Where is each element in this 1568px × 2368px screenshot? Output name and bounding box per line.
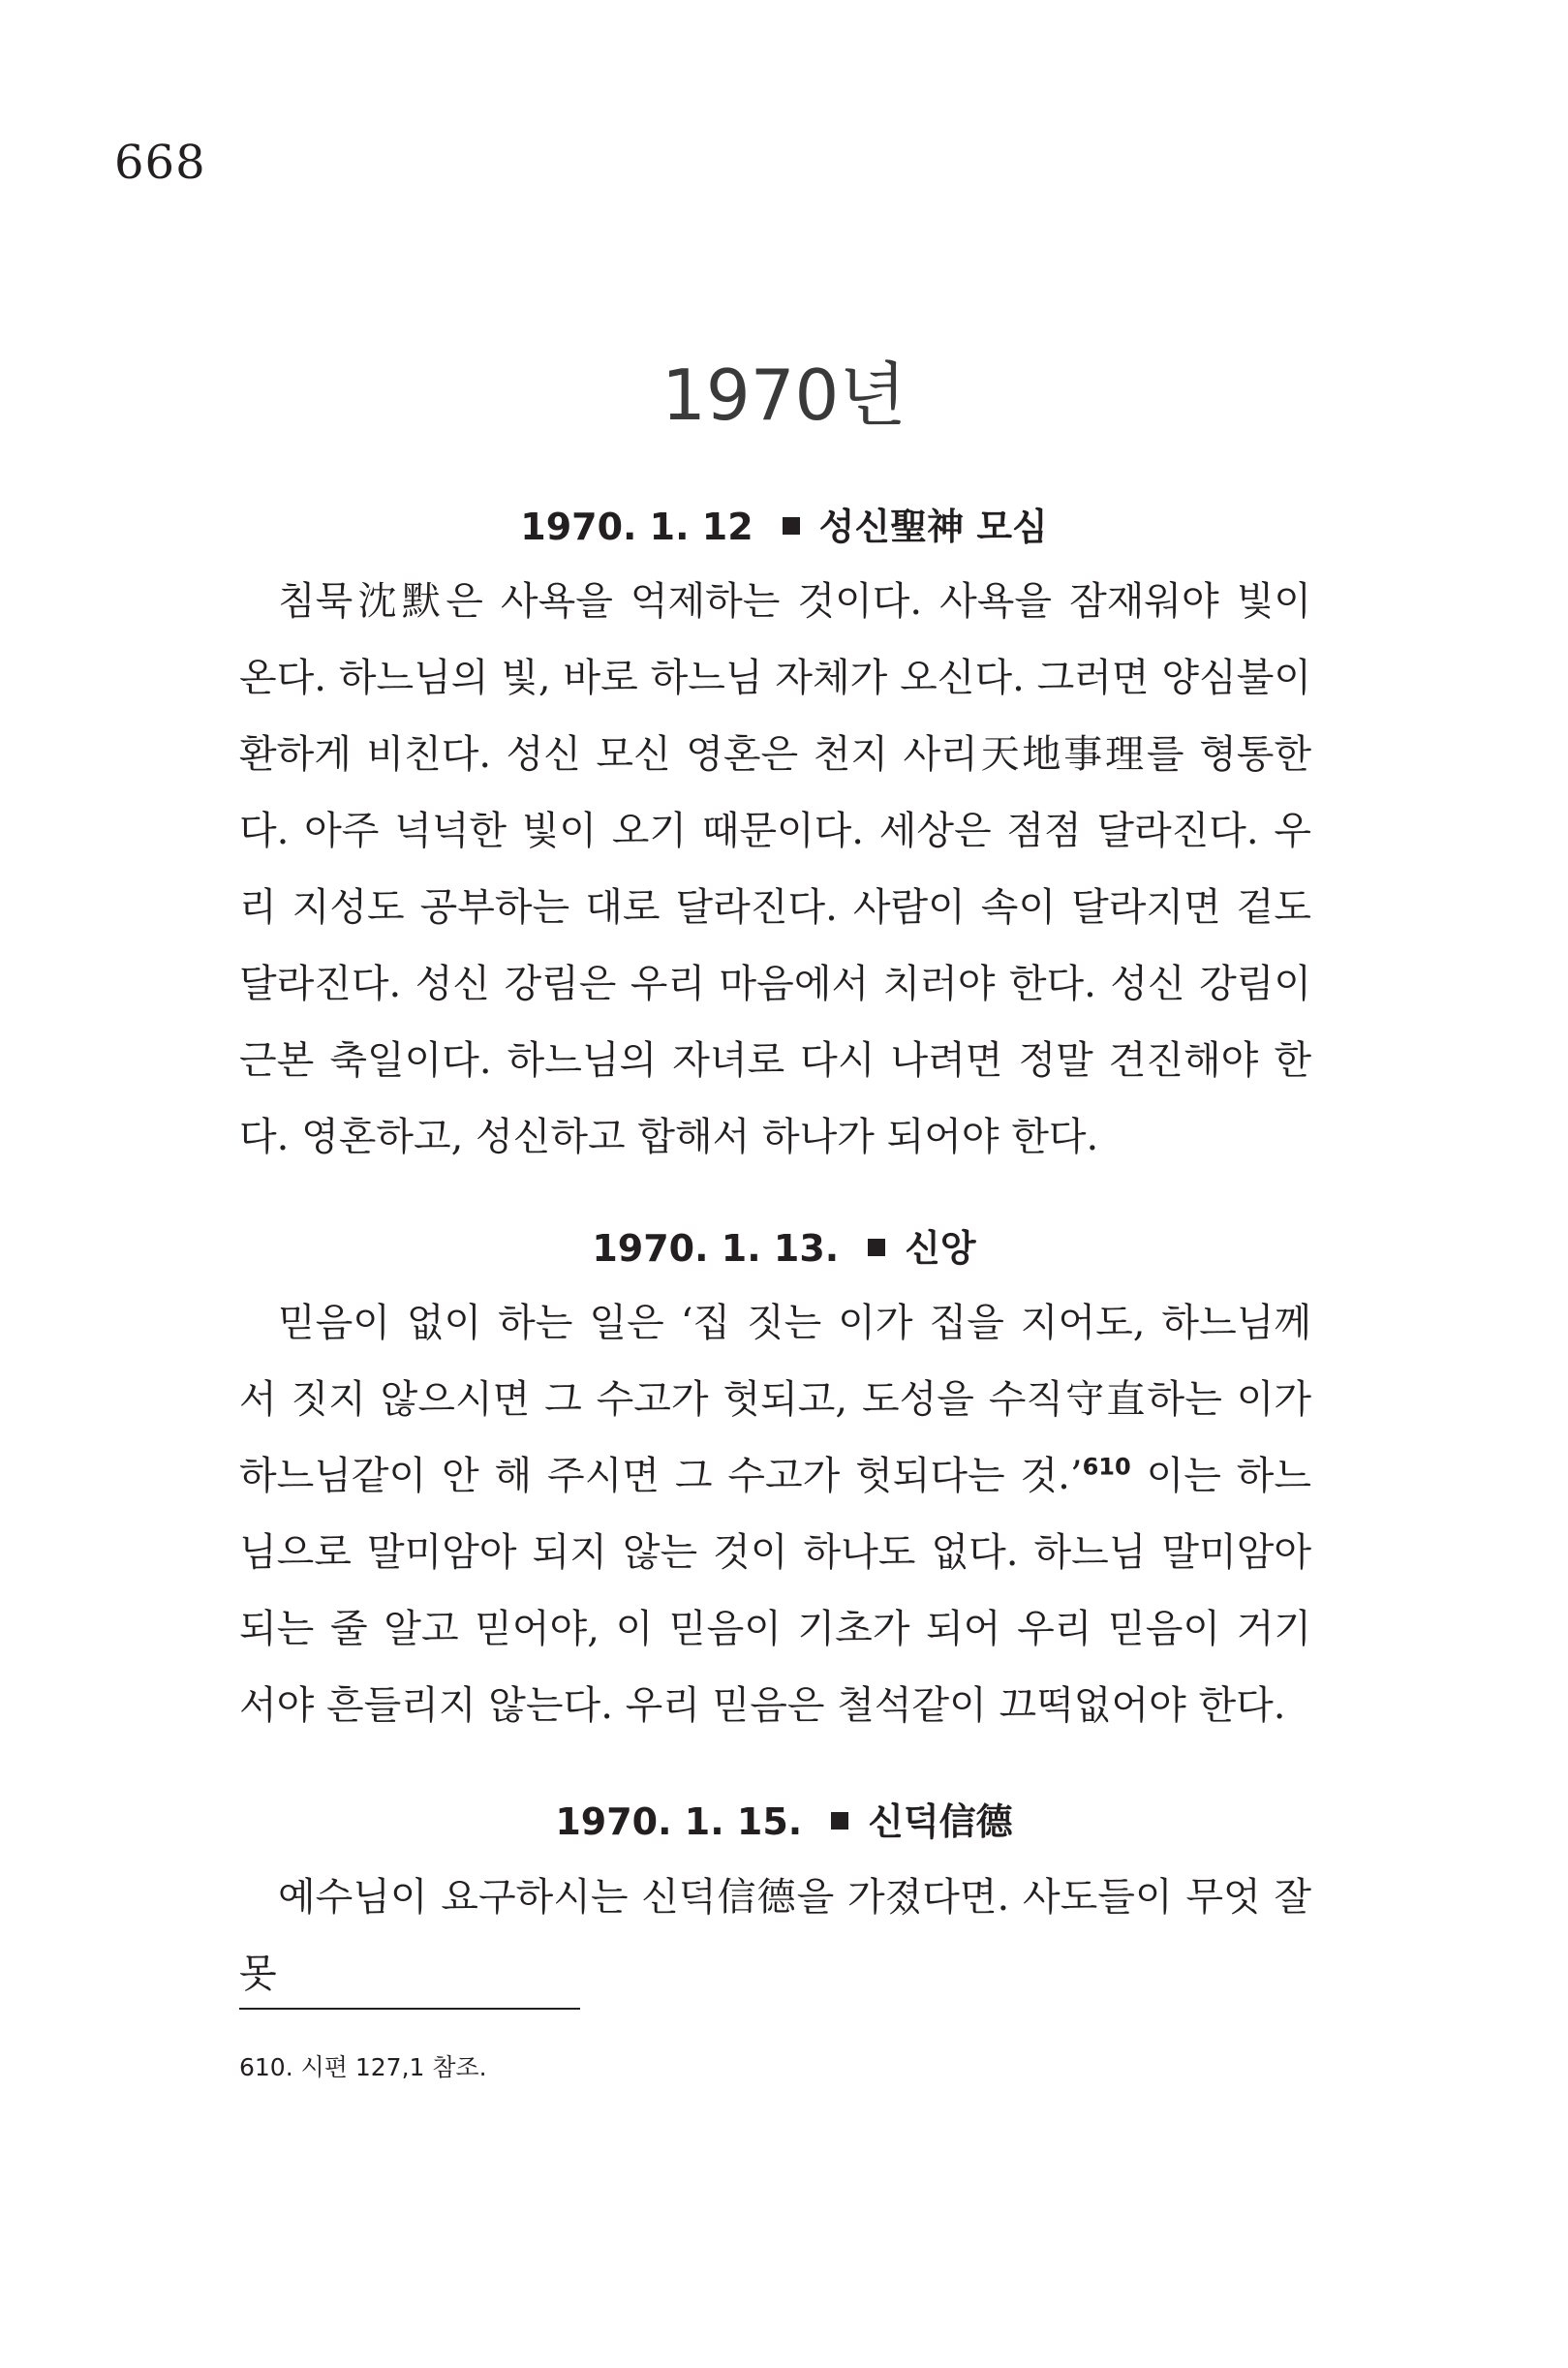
page-number: 668: [114, 136, 206, 190]
entry-heading: [0, 1792, 1568, 1845]
square-bullet-icon: [831, 1812, 848, 1830]
entry-heading: [0, 497, 1568, 550]
entry-body-text: 이는 하느님으로 말미암아 되지 않는 것이 하나도 없다. 하느님 말미암아 되는 줄 알고 믿어야, 이 믿음이 기초가 되어 우리 믿음이 거기 서야 흔들리지 않는다. 우리 믿음은 철석같이 끄떡없어야 한다.: [239, 1454, 1311, 1728]
entry-heading: [0, 1218, 1568, 1272]
square-bullet-icon: [868, 1239, 885, 1256]
entry-date: 1970. 1. 12: [520, 506, 753, 548]
entry-title: 성신聖神 모심: [818, 506, 1048, 548]
footnote-divider: [239, 2008, 580, 2010]
footnote: 610. 시편 127,1 참조.: [239, 2053, 487, 2081]
entry-body: 침묵沈默은 사욕을 억제하는 것이다. 사욕을 잠재워야 빛이 온다. 하느님의 빛, 바로 하느님 자체가 오신다. 그러면 양심불이 환하게 비친다. 성신 모신 영혼은 천지 사리天地事理를 형통한다. 아주 넉넉한 빛이 오기 때문이다. 세상은 점점 달라진다. 우리 지성도 공부하는 대로 달라진다. 사람이 속이 달라지면 겉도 달라진다. 성신 강림은 우리 마음에서 치러야 한다. 성신 강림이 근본 축일이다. 하느님의 자녀로 다시 나려면 정말 견진해야 한다. 영혼하고, 성신하고 합해서 하나가 되어야 한다.: [239, 579, 1311, 1159]
entry-body: 예수님이 요구하시는 신덕信德을 가졌다면. 사도들이 무엇 잘못: [239, 1875, 1311, 1996]
entry-date: 1970. 1. 13.: [592, 1227, 840, 1270]
entry-body-text: 믿음이 없이 하는 일은 ‘집 짓는 이가 집을 지어도, 하느님께서 짓지 않으시면 그 수고가 헛되고, 도성을 수직守直하는 이가 하느님같이 안 해 주시면 그 수고가 헛되다는 것.’: [239, 1301, 1311, 1498]
entry-date: 1970. 1. 15.: [555, 1800, 803, 1843]
entry-title: 신덕信德: [868, 1800, 1013, 1843]
square-bullet-icon: [783, 517, 800, 535]
footnote-reference: 610: [1082, 1453, 1131, 1481]
entry-title: 신앙: [905, 1227, 976, 1270]
year-title: 1970년: [661, 354, 907, 436]
entry-body: [239, 1285, 1311, 1744]
